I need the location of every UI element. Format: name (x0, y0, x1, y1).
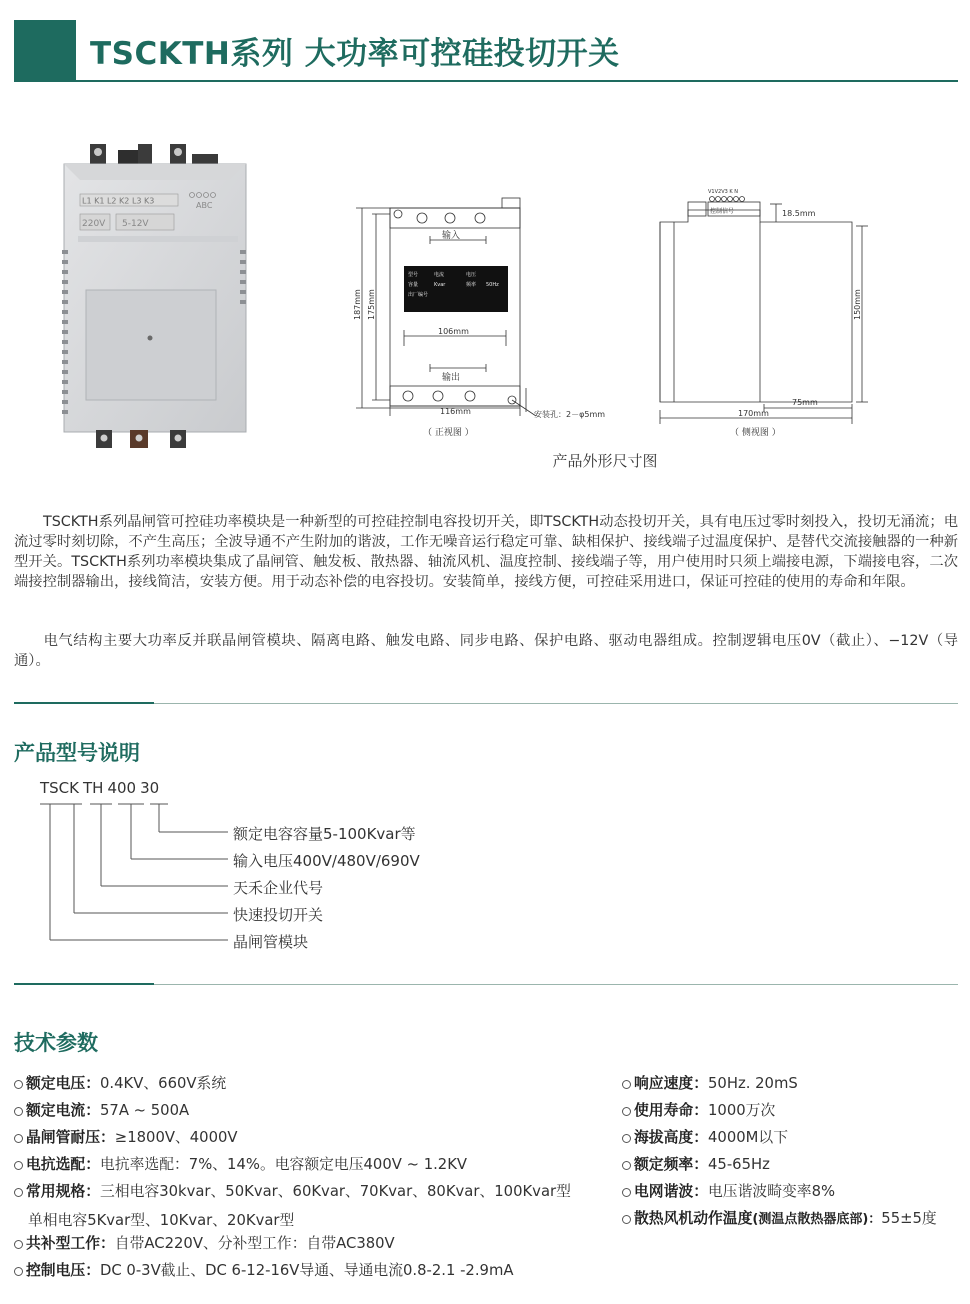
tech-section-title: 技术参数 (14, 1031, 98, 1055)
svg-text:106mm: 106mm (438, 327, 469, 336)
bullet-icon (622, 1134, 631, 1143)
bullet-icon (622, 1215, 631, 1224)
bullet-icon (622, 1107, 631, 1116)
svg-text:频率: 频率 (466, 282, 477, 288)
tech-section-rule-accent (14, 983, 154, 985)
param-thyristor-voltage: 晶闸管耐压：≥1800V、4000V (14, 1128, 238, 1148)
svg-text:电压: 电压 (466, 272, 477, 278)
bullet-icon (14, 1188, 23, 1197)
tech-section-rule (154, 984, 958, 985)
param-common-specs: 常用规格：三相电容30kvar、50Kvar、60Kvar、70Kvar、80Kvar、100Kvar型 (14, 1182, 571, 1202)
svg-text:电流: 电流 (434, 272, 445, 278)
svg-text:V1V2V3 K N: V1V2V3 K N (708, 189, 739, 195)
svg-text:18.5mm: 18.5mm (782, 209, 816, 218)
svg-text:5-12V: 5-12V (122, 219, 149, 229)
svg-text:50Hz: 50Hz (486, 282, 499, 288)
legend-company-code: 天禾企业代号 (233, 879, 324, 897)
svg-text:170mm: 170mm (738, 409, 769, 418)
param-working-mode: 共补型工作：自带AC220V、分补型工作：自带AC380V (14, 1234, 395, 1254)
header-accent-block (14, 20, 76, 82)
model-section-rule-accent (14, 702, 154, 704)
svg-text:容量: 容量 (408, 282, 419, 288)
svg-text:220V: 220V (82, 219, 106, 229)
product-photo (60, 140, 250, 450)
code-part-th: TH (83, 779, 104, 797)
param-harmonics: 电网谐波：电压谐波畸变率8% (622, 1182, 835, 1202)
svg-text:控制信号: 控制信号 (710, 208, 735, 215)
model-section-title: 产品型号说明 (14, 741, 140, 765)
side-view-drawing (640, 180, 890, 450)
svg-text:（ 侧视图 ）: （ 侧视图 ） (730, 428, 781, 438)
param-service-life: 使用寿命：1000万次 (622, 1101, 775, 1121)
legend-capacity: 额定电容容量5-100Kvar等 (233, 825, 416, 843)
svg-text:116mm: 116mm (440, 407, 471, 416)
param-common-specs-continued: 单相电容5Kvar型、10Kvar、20Kvar型 (28, 1212, 295, 1229)
svg-text:L1 K1 L2 K2 L3 K3: L1 K1 L2 K2 L3 K3 (82, 196, 155, 206)
structure-paragraph: 电气结构主要大功率反并联晶闸管模块、隔离电路、触发电路、同步电路、保护电路、驱动电器组成。控制逻辑电压0V（截止）、−12V（导通）。 (14, 633, 958, 669)
svg-text:ABC: ABC (196, 201, 213, 210)
model-code (40, 779, 163, 797)
bullet-icon (14, 1107, 23, 1116)
svg-text:150mm: 150mm (853, 289, 862, 320)
legend-thyristor-module: 晶闸管模块 (233, 933, 309, 951)
header-rule (76, 80, 958, 82)
bullet-icon (14, 1240, 23, 1249)
svg-text:187mm: 187mm (353, 289, 362, 320)
bullet-icon (622, 1080, 631, 1089)
code-part-tsck: TSCK (40, 779, 79, 797)
param-fan-temperature: 散热风机动作温度(测温点散热器底部)：55±5度 (622, 1209, 937, 1230)
param-reactor: 电抗选配：电抗率选配：7%、14%。电容额定电压400V ~ 1.2KV (14, 1155, 467, 1175)
param-response-speed: 响应速度：50Hz. 20mS (622, 1074, 798, 1094)
param-rated-voltage: 额定电压：0.4KV、660V系统 (14, 1074, 226, 1094)
legend-fast-switch: 快速投切开关 (233, 906, 324, 924)
svg-text:（ 正视图 ）: （ 正视图 ） (423, 428, 474, 438)
model-section-rule (154, 703, 958, 704)
param-altitude: 海拔高度：4000M以下 (622, 1128, 788, 1148)
svg-text:175mm: 175mm (367, 289, 376, 320)
svg-text:安装孔：2－φ5mm: 安装孔：2－φ5mm (534, 410, 606, 419)
bullet-icon (14, 1161, 23, 1170)
code-part-voltage: 400 (107, 779, 137, 797)
bullet-icon (14, 1267, 23, 1276)
bullet-icon (622, 1188, 631, 1197)
intro-paragraph: TSCKTH系列晶闸管可控硅功率模块是一种新型的可控硅控制电容投切开关，即TSCKTH动态投切开关，具有电压过零时刻投入，投切无涌流；电流过零时刻切除，不产生高压；全波导通不产生附加的谐波，工作无噪音运行稳定可靠、缺相保护、接线端子过温度保护、是替代交流接触器的一种新型开关。TSCKTH系列功率模块集成了晶闸管、触发板、散热器、轴流风机、温度控制、接线端子等，用户使用时只须上端接电源，下端接电容，二次端接控制器输出，接线简洁，安装方便。用于动态补偿的电容投切。安装简单，接线方便，可控硅采用进口，保证可控硅的使用的寿命和年限。 (14, 514, 958, 590)
legend-voltage: 输入电压400V/480V/690V (233, 852, 420, 870)
code-part-capacity: 30 (140, 779, 160, 797)
svg-text:Kvar: Kvar (434, 282, 446, 288)
front-view-drawing (330, 180, 630, 450)
page-title: TSCKTH系列 大功率可控硅投切开关 (90, 36, 620, 72)
param-rated-current: 额定电流：57A ~ 500A (14, 1101, 189, 1121)
svg-text:型号: 型号 (408, 272, 419, 278)
dimension-caption: 产品外形尺寸图 (552, 452, 658, 470)
svg-text:输入: 输入 (442, 231, 461, 241)
svg-text:75mm: 75mm (792, 398, 818, 407)
svg-text:出厂编号: 出厂编号 (408, 292, 429, 298)
param-rated-frequency: 额定频率：45-65Hz (622, 1155, 770, 1175)
bullet-icon (622, 1161, 631, 1170)
bullet-icon (14, 1134, 23, 1143)
svg-text:输出: 输出 (442, 373, 461, 383)
bullet-icon (14, 1080, 23, 1089)
param-control-voltage: 控制电压：DC 0-3V截止、DC 6-12-16V导通、导通电流0.8-2.1 -2.9mA (14, 1261, 514, 1281)
